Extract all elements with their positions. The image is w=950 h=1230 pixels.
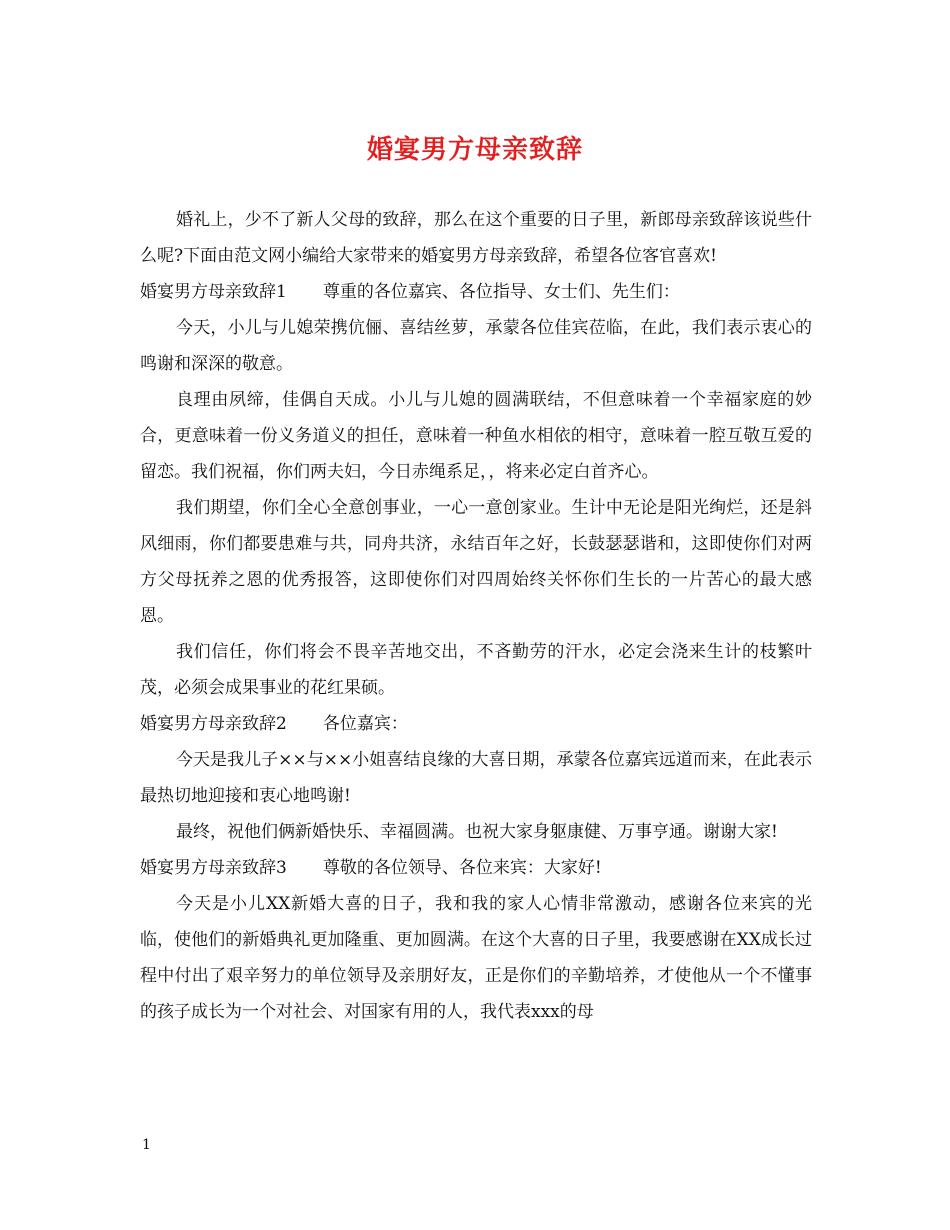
section-3-salutation: 尊敬的各位领导、各位来宾：大家好! — [322, 858, 602, 878]
section-2-paragraph: 最终，祝他们俩新婚快乐、幸福圆满。也祝大家身躯康健、万事亨通。谢谢大家! — [176, 822, 778, 842]
document-body — [140, 202, 812, 1030]
section-1-heading: 婚宴男方母亲致辞1 — [140, 282, 287, 302]
section-3-paragraph: 今天是小儿XX新婚大喜的日子，我和我的家人心情非常激动，感谢各位来宾的光临，使他们的新婚典礼更加隆重、更加圆满。在这个大喜的日子里，我要感谢在XX成长过程中付出了艰辛努力的单位领导及亲朋好友，正是你们的辛勤培养，才使他从一个不懂事的孩子成长为一个对社会、对国家有用的人，我代表xxx的母 — [140, 894, 812, 1022]
section-3-heading-line — [140, 850, 812, 886]
section-1-paragraph: 我们信任，你们将会不畏辛苦地交出，不吝勤劳的汗水，必定会浇来生计的枝繁叶茂，必须会成果事业的花红果硕。 — [140, 642, 812, 698]
intro-paragraph: 婚礼上，少不了新人父母的致辞，那么在这个重要的日子里，新郎母亲致辞该说些什么呢?下面由范文网小编给大家带来的婚宴男方母亲致辞，希望各位客官喜欢! — [140, 210, 812, 266]
section-2-heading: 婚宴男方母亲致辞2 — [140, 714, 287, 734]
page-number: 1 — [142, 1137, 151, 1153]
section-1-heading-line — [140, 274, 812, 310]
section-2-paragraph: 今天是我儿子××与××小姐喜结良缘的大喜日期，承蒙各位嘉宾远道而来，在此表示最热切地迎接和衷心地鸣谢! — [140, 750, 812, 806]
section-1-paragraph: 今天，小儿与儿媳荣携伉俪、喜结丝萝，承蒙各位佳宾莅临，在此，我们表示衷心的鸣谢和深深的敬意。 — [140, 318, 812, 374]
section-1-paragraph: 我们期望，你们全心全意创事业，一心一意创家业。生计中无论是阳光绚烂，还是斜风细雨，你们都要患难与共，同舟共济，永结百年之好，长鼓瑟瑟谐和，这即使你们对两方父母抚养之恩的优秀报答，这即使你们对四周始终关怀你们生长的一片苦心的最大感恩。 — [140, 498, 812, 626]
section-2-salutation: 各位嘉宾： — [322, 714, 408, 734]
section-1-paragraph: 良理由夙缔，佳偶自天成。小儿与儿媳的圆满联结，不但意味着一个幸福家庭的妙合，更意味着一份义务道义的担任，意味着一种鱼水相依的相守，意味着一腔互敬互爱的留恋。我们祝福，你们两夫妇，今日赤绳系足，，将来必定白首齐心。 — [140, 390, 812, 482]
document-title: 婚宴男方母亲致辞 — [366, 135, 583, 165]
section-2-heading-line — [140, 706, 812, 742]
section-1-salutation: 尊重的各位嘉宾、各位指导、女士们、先生们： — [322, 282, 680, 302]
section-3-heading: 婚宴男方母亲致辞3 — [140, 858, 287, 878]
